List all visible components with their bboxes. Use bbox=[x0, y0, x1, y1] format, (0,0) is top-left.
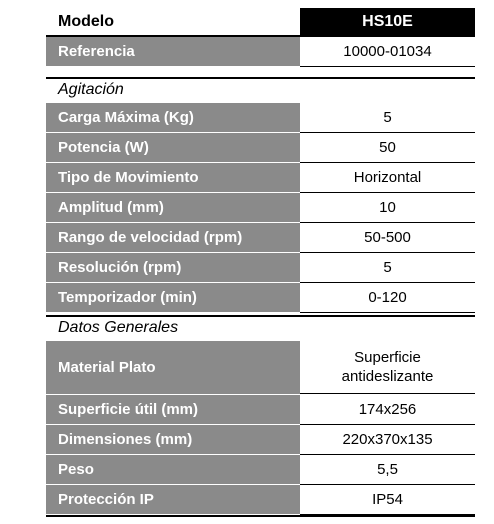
model-row bbox=[46, 8, 475, 35]
spec-value: 174x256 bbox=[300, 395, 475, 425]
spec-row bbox=[46, 485, 475, 515]
spec-value: 220x370x135 bbox=[300, 425, 475, 455]
spec-row bbox=[46, 425, 475, 455]
spec-value: 50-500 bbox=[300, 223, 475, 253]
spec-value: 5 bbox=[300, 103, 475, 133]
spec-label: Carga Máxima (Kg) bbox=[46, 103, 300, 132]
spec-row bbox=[46, 253, 475, 283]
model-name: HS10E bbox=[300, 8, 475, 35]
spec-value: Horizontal bbox=[300, 163, 475, 193]
spec-row bbox=[46, 455, 475, 485]
spec-label: Peso bbox=[46, 455, 300, 484]
reference-row bbox=[46, 35, 475, 67]
spec-label: Amplitud (mm) bbox=[46, 193, 300, 222]
spec-row bbox=[46, 193, 475, 223]
spec-label: Tipo de Movimiento bbox=[46, 163, 300, 192]
spec-row bbox=[46, 223, 475, 253]
spec-value: 0-120 bbox=[300, 283, 475, 313]
spec-label: Resolución (rpm) bbox=[46, 253, 300, 282]
spec-row bbox=[46, 133, 475, 163]
spec-label: Protección IP bbox=[46, 485, 300, 514]
spec-value: 10 bbox=[300, 193, 475, 223]
spec-label: Dimensiones (mm) bbox=[46, 425, 300, 454]
section-title-agitacion: Agitación bbox=[46, 77, 475, 103]
spec-row bbox=[46, 341, 475, 395]
spec-label: Potencia (W) bbox=[46, 133, 300, 162]
reference-label: Referencia bbox=[46, 37, 300, 66]
spec-row bbox=[46, 395, 475, 425]
spec-label: Superficie útil (mm) bbox=[46, 395, 300, 424]
spec-label: Temporizador (min) bbox=[46, 283, 300, 312]
spec-label: Rango de velocidad (rpm) bbox=[46, 223, 300, 252]
spec-value: IP54 bbox=[300, 485, 475, 515]
section-title-datos-generales: Datos Generales bbox=[46, 315, 475, 341]
spec-value: 5,5 bbox=[300, 455, 475, 485]
spec-table bbox=[46, 8, 475, 517]
spec-value: 50 bbox=[300, 133, 475, 163]
table-bottom-rule bbox=[46, 515, 475, 517]
model-label: Modelo bbox=[46, 8, 300, 35]
spec-value: Superficie antideslizante bbox=[300, 341, 475, 394]
reference-value: 10000-01034 bbox=[300, 37, 475, 67]
spec-row bbox=[46, 283, 475, 313]
spec-row bbox=[46, 103, 475, 133]
spec-value: 5 bbox=[300, 253, 475, 283]
spec-label: Material Plato bbox=[46, 341, 300, 394]
spec-row bbox=[46, 163, 475, 193]
